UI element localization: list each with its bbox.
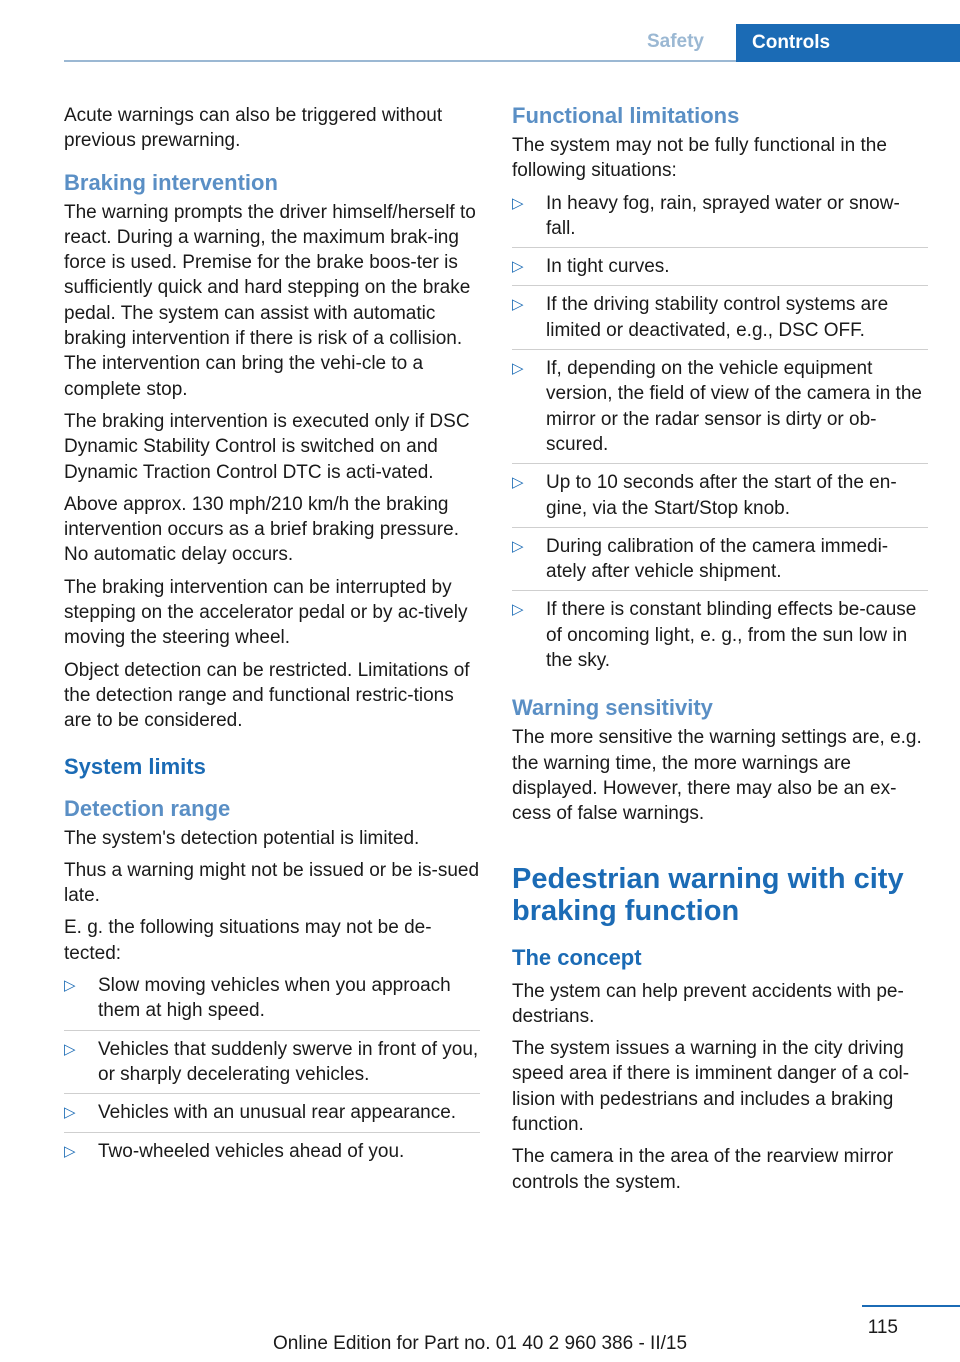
sensitivity-paragraph-1: The more sensitive the warning settings are, e.g. the warning time, the more warnings are displayed. However, there may also be an ex-cess of false warnings. — [512, 727, 922, 825]
braking-paragraph-4: The braking intervention can be interrupted by stepping on the accelerator pedal or by ac-tively moving the steering wheel. — [64, 576, 468, 649]
braking-intervention-heading: Braking intervention — [64, 169, 278, 195]
list-item — [512, 356, 928, 464]
warning-sensitivity-heading: Warning sensitivity — [512, 695, 713, 721]
braking-paragraph-2: The braking intervention is executed only if DSC Dynamic Stability Control is switched on and Dynamic Traction Control DTC is acti-vated. — [64, 410, 470, 483]
limitations-paragraph-1: The system may not be fully functional in the following situations: — [512, 135, 887, 182]
list-item-text: If, depending on the vehicle equipment version, the field of view of the camera in the mirror or the radar sensor is dirty or ob-scured. — [546, 358, 922, 455]
functional-limitations-heading: Functional limitations — [512, 103, 740, 128]
list-item-text: Vehicles that suddenly swerve in front of you, or sharply decelerating vehicles. — [98, 1038, 479, 1085]
intro-paragraph: Acute warnings can also be triggered without previous prewarning. — [64, 105, 443, 152]
header-tab-controls: Controls — [736, 24, 960, 62]
list-item-text: In heavy fog, rain, sprayed water or snow-fall. — [546, 192, 900, 239]
bullet-triangle-icon: ▷ — [512, 258, 524, 276]
bullet-triangle-icon: ▷ — [64, 977, 76, 995]
bullet-triangle-icon: ▷ — [64, 1040, 76, 1058]
list-item-text: In tight curves. — [546, 256, 670, 278]
bullet-triangle-icon: ▷ — [512, 601, 524, 619]
detection-paragraph-2: Thus a warning might not be issued or be is-sued late. — [64, 859, 480, 907]
concept-paragraph-1: The ystem can help prevent accidents with pe-destrians. — [512, 980, 904, 1027]
bullet-triangle-icon: ▷ — [64, 1104, 76, 1122]
list-item-text: Vehicles with an unusual rear appearance. — [98, 1102, 457, 1124]
detection-list — [64, 973, 480, 1170]
left-column — [64, 103, 480, 1176]
pedestrian-warning-heading: Pedestrian warning with city braking function — [512, 862, 904, 927]
list-item — [64, 1100, 480, 1132]
concept-paragraph-2: The system issues a warning in the city driving speed area if there is imminent danger of a col-lision with pedestrians and includes a braking function. — [512, 1038, 910, 1136]
detection-paragraph-1: The system's detection potential is limited. — [64, 827, 420, 849]
limitations-list — [512, 191, 928, 680]
braking-paragraph-5: Object detection can be restricted. Limitations of the detection range and functional restric-tions are to be considered. — [64, 659, 470, 732]
bullet-triangle-icon: ▷ — [512, 474, 524, 492]
detection-range-heading: Detection range — [64, 795, 231, 821]
bullet-triangle-icon: ▷ — [512, 194, 524, 212]
list-item — [64, 1037, 480, 1095]
list-item — [512, 191, 928, 249]
list-item — [512, 254, 928, 286]
list-item — [512, 534, 928, 592]
detection-paragraph-3: E. g. the following situations may not be de-tected: — [64, 917, 432, 964]
bullet-triangle-icon: ▷ — [512, 360, 524, 378]
list-item-text: Slow moving vehicles when you approach them at high speed. — [98, 975, 451, 1022]
bullet-triangle-icon: ▷ — [512, 296, 524, 314]
system-limits-heading: System limits — [64, 753, 206, 779]
concept-heading: The concept — [512, 944, 642, 970]
list-item-text: If there is constant blinding effects be-cause of oncoming light, e. g., from the sun low in the sky. — [546, 599, 917, 672]
list-item-text: Up to 10 seconds after the start of the en-gine, via the Start/Stop knob. — [546, 472, 897, 519]
page-number: 115 — [867, 1317, 898, 1338]
braking-paragraph-1: The warning prompts the driver himself/herself to react. During a warning, the maximum brak-ing force is used. Premise for the brake boos-ter is sufficiently quick and hard stepping on the brake pedal. The system can assist with automatic braking intervention if there is risk of a collision. The intervention can bring the vehi-cle to a complete stop. — [64, 201, 476, 400]
list-item — [64, 973, 480, 1031]
bullet-triangle-icon: ▷ — [512, 537, 524, 555]
list-item — [64, 1139, 480, 1170]
list-item-text: If the driving stability control systems are limited or deactivated, e.g., DSC OFF. — [546, 294, 889, 341]
list-item-text: Two-wheeled vehicles ahead of you. — [98, 1140, 405, 1162]
footer-edition-text: Online Edition for Part no. 01 40 2 960 386 - II/15 — [272, 1333, 688, 1354]
bullet-triangle-icon: ▷ — [64, 1142, 76, 1160]
footer-rule — [862, 1305, 960, 1307]
right-column — [512, 103, 928, 1202]
list-item — [512, 597, 928, 679]
list-item-text: During calibration of the camera immedi-ately after vehicle shipment. — [546, 535, 889, 583]
braking-paragraph-3: Above approx. 130 mph/210 km/h the braking intervention occurs as a brief braking pressure. No automatic delay occurs. — [64, 493, 459, 566]
concept-paragraph-3: The camera in the area of the rearview mirror controls the system. — [512, 1146, 894, 1193]
list-item — [512, 292, 928, 350]
list-item — [512, 470, 928, 528]
header-tab-safety: Safety — [646, 31, 704, 52]
